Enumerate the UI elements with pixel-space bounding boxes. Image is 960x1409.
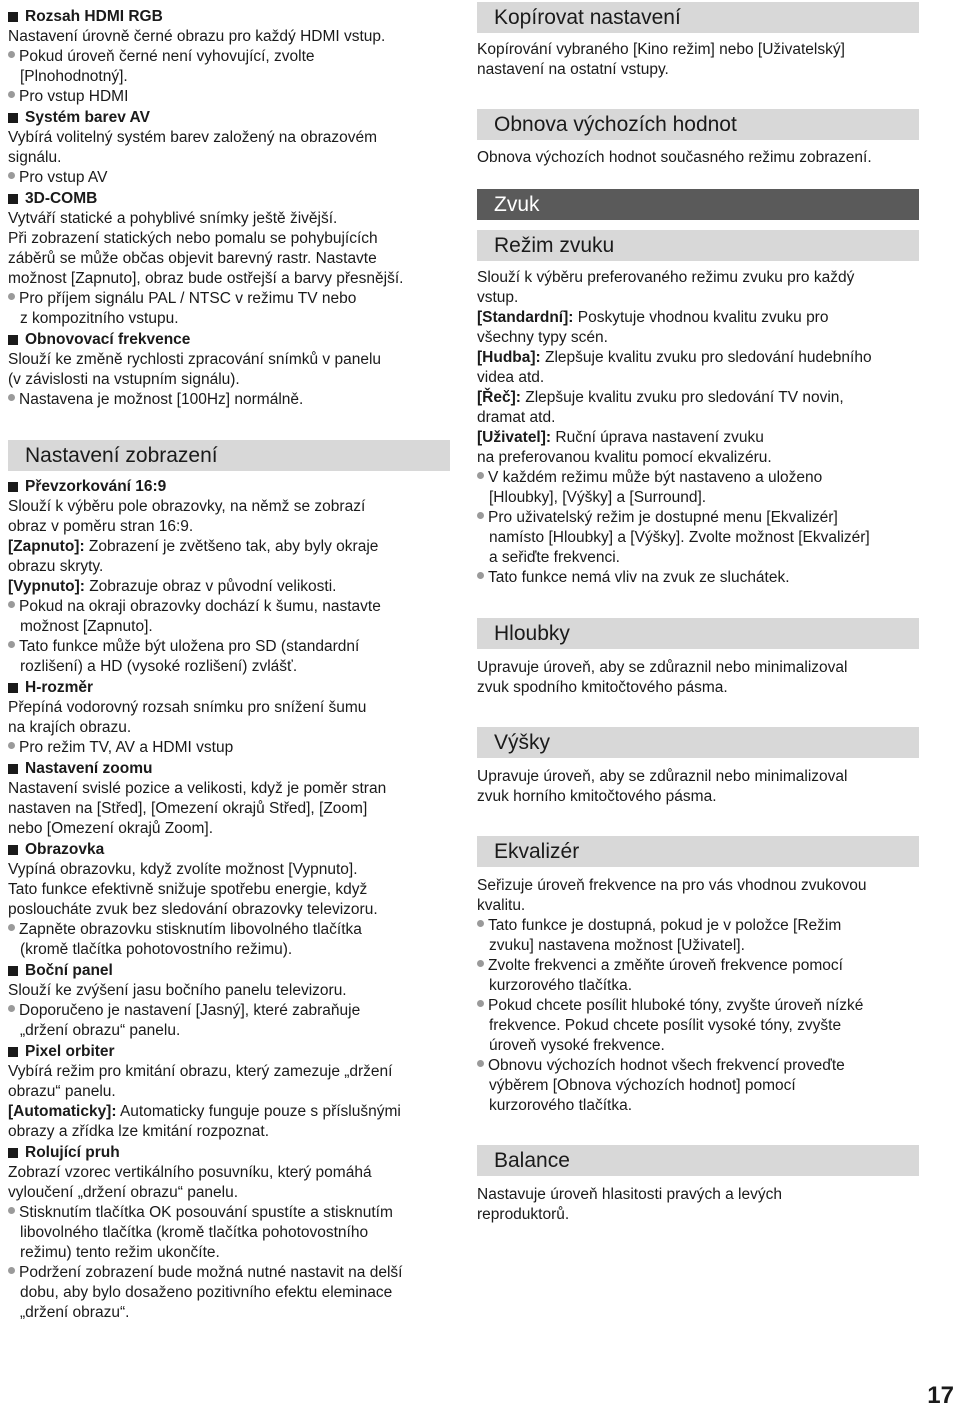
bullet-icon (8, 91, 15, 98)
text-line (8, 1062, 453, 1082)
line-text: Seřizuje úroveň frekvence na pro vás vhodnou zvukovou (477, 877, 867, 894)
line-text: Pro příjem signálu PAL / NTSC v režimu TV nebo (19, 290, 357, 307)
line-text: Pokud úroveň černé není vyhovující, zvolte (19, 48, 315, 65)
line-text: režimu) tento režim ukončíte. (20, 1244, 220, 1261)
spacer (477, 33, 922, 40)
bullet-icon (477, 1060, 484, 1067)
text-line (8, 1283, 453, 1303)
text-line (8, 557, 453, 577)
line-text: kurzorového tlačítka. (489, 1097, 633, 1114)
text-line (477, 1096, 922, 1116)
line-text: a seřiďte frekvenci. (489, 549, 620, 566)
section-heading (8, 1041, 453, 1062)
bullet-icon (8, 293, 15, 300)
line-text: obrazy a zřídka lze kmitání rozpoznat. (8, 1123, 270, 1140)
line-text: libovolného tlačítka (kromě tlačítka pohotovostního (20, 1224, 369, 1241)
bullet-icon (8, 924, 15, 931)
section-heading (8, 677, 453, 698)
bullet-line (477, 916, 922, 936)
text-line: zvuk spodního kmitočtového pásma. (477, 679, 728, 696)
square-bullet-icon (8, 335, 18, 345)
line-text: na preferovanou kvalitu pomocí ekvalizéru. (477, 449, 772, 466)
bullet-line (8, 1263, 453, 1283)
text-line (8, 148, 453, 168)
line-text: Slouží k výběru pole obrazovky, na němž se zobrazí (8, 498, 366, 515)
text-line (477, 308, 922, 328)
line-text: možnost [Zapnuto], obraz bude ostřejší a barvy přesnější. (8, 270, 404, 287)
text-line (8, 517, 453, 537)
square-bullet-icon (8, 1148, 18, 1158)
bullet-line (477, 996, 922, 1016)
text-line (8, 819, 453, 839)
section-heading (8, 476, 453, 497)
line-text: Pro uživatelský režim je dostupné menu [Ekvalizér] (488, 509, 838, 526)
square-bullet-icon (8, 845, 18, 855)
right-column (477, 0, 922, 1225)
line-text: V každém režimu může být nastaveno a uloženo (488, 469, 823, 486)
line-text: úroveň vysoké frekvence. (489, 1037, 665, 1054)
bullet-icon (477, 960, 484, 967)
bullet-line (477, 508, 922, 528)
line-text: kvalitu. (477, 897, 526, 914)
line-text: frekvence. Pokud chcete posílit vysoké tóny, zvyšte (489, 1017, 842, 1034)
line-text: možnost [Zapnuto]. (20, 618, 153, 635)
text-line (477, 936, 922, 956)
section-heading (8, 6, 453, 27)
text-line (8, 577, 453, 597)
text-line (8, 981, 453, 1001)
spacer (477, 140, 922, 148)
line-text: nebo [Omezení okrajů Zoom]. (8, 820, 214, 837)
left-column (8, 0, 453, 1323)
text-line (8, 1303, 453, 1323)
line-text: (kromě tlačítka pohotovostního režimu). (20, 941, 293, 958)
text-line: Upravuje úroveň, aby se zdůraznil nebo minimalizoval (477, 768, 848, 785)
text-line (8, 698, 453, 718)
text-line: zvuk horního kmitočtového pásma. (477, 788, 717, 805)
text-line (8, 880, 453, 900)
bullet-icon (8, 394, 15, 401)
line-text: Slouží k výběru preferovaného režimu zvuku pro každý (477, 269, 855, 286)
bullet-icon (8, 51, 15, 58)
option-keyword: [Zapnuto]: (8, 538, 85, 555)
spacer (8, 410, 453, 440)
bullet-line (8, 289, 453, 309)
section-heading-text: H-rozměr (25, 678, 94, 696)
line-text: Vytváří statické a pohyblivé snímky ještě živější. (8, 210, 338, 227)
line-text: Nastavena je možnost [100Hz] normálně. (19, 391, 304, 408)
text-line (477, 488, 922, 508)
line-text: Při zobrazení statických nebo pomalu se pohybujících (8, 230, 378, 247)
bullet-icon (477, 1000, 484, 1007)
text-line (477, 976, 922, 996)
section-heading (8, 329, 453, 350)
text-line: nastavení na ostatní vstupy. (477, 61, 669, 78)
bullet-line (8, 390, 453, 410)
spacer (477, 649, 922, 658)
bullet-icon (477, 472, 484, 479)
text-line (477, 408, 922, 428)
line-text: Zlepšuje kvalitu zvuku pro sledování hudebního (540, 349, 872, 366)
spacer (477, 261, 922, 268)
text-line: Obnova výchozích hodnot současného režimu zobrazení. (477, 149, 872, 166)
bullet-icon (8, 641, 15, 648)
section-heading-text: Systém barev AV (25, 108, 150, 126)
spacer (477, 807, 922, 836)
bullet-icon (8, 1267, 15, 1274)
copy-settings-bar: Kopírovat nastavení (477, 2, 919, 33)
line-text: Nastavení svislé pozice a velikosti, když je poměr stran (8, 780, 387, 797)
line-text: obraz v poměru stran 16:9. (8, 518, 194, 535)
bullet-line (8, 1203, 453, 1223)
line-text: [Hloubky], [Výšky] a [Surround]. (489, 489, 707, 506)
spacer (477, 698, 922, 727)
bullet-line (8, 87, 453, 107)
line-text: Pro vstup HDMI (19, 88, 129, 105)
spacer (477, 220, 922, 230)
text-line (477, 528, 922, 548)
text-line (8, 537, 453, 557)
line-text: Obnovu výchozích hodnot všech frekvencí proveďte (488, 1057, 845, 1074)
section-heading-text: Pixel orbiter (25, 1042, 115, 1060)
bullet-line (8, 1001, 453, 1021)
line-text: „držení obrazu“ panelu. (20, 1022, 181, 1039)
bullet-icon (8, 172, 15, 179)
option-keyword: [Standardní]: (477, 309, 574, 326)
sound-menu-bar: Zvuk (477, 189, 919, 220)
section-heading (8, 188, 453, 209)
line-text: (v závislosti na vstupním signálu). (8, 371, 240, 388)
reset-defaults-bar: Obnova výchozích hodnot (477, 109, 919, 140)
line-text: Tato funkce může být uložena pro SD (standardní (19, 638, 360, 655)
section-heading-text: 3D-COMB (25, 189, 98, 207)
text-line (8, 1122, 453, 1142)
text-line (8, 1102, 453, 1122)
bullet-icon (8, 1207, 15, 1214)
bullet-line (8, 637, 453, 657)
line-text: dobu, aby bylo dosaženo pozitivního efektu eleminace (20, 1284, 393, 1301)
text-line (8, 27, 453, 47)
section-heading-text: Převzorkování 16:9 (25, 477, 167, 495)
line-text: Slouží ke změně rychlosti zpracování snímků v panelu (8, 351, 382, 368)
text-line (8, 269, 453, 289)
line-text: obrazu skryty. (8, 558, 104, 575)
line-text: z kompozitního vstupu. (20, 310, 179, 327)
square-bullet-icon (8, 1047, 18, 1057)
bullet-icon (8, 601, 15, 608)
text-line (477, 288, 922, 308)
line-text: vstup. (477, 289, 519, 306)
line-text: dramat atd. (477, 409, 556, 426)
line-text: posloucháte zvuk bez sledování obrazovky televizoru. (8, 901, 378, 918)
line-text: Ruční úprava nastavení zvuku (551, 429, 764, 446)
line-text: nastaven na [Střed], [Omezení okrajů Střed], [Zoom] (8, 800, 368, 817)
text-line (477, 448, 922, 468)
line-text: „držení obrazu“. (20, 1304, 130, 1321)
square-bullet-icon (8, 966, 18, 976)
line-text: kurzorového tlačítka. (489, 977, 633, 994)
spacer (477, 1176, 922, 1185)
text-line (8, 779, 453, 799)
text-line (477, 1076, 922, 1096)
treble-bar: Výšky (477, 727, 919, 758)
text-line (477, 896, 922, 916)
text-line (8, 209, 453, 229)
balance-bar: Balance (477, 1145, 919, 1176)
line-text: obrazu“ panelu. (8, 1083, 116, 1100)
text-line (477, 328, 922, 348)
text-line: Nastavuje úroveň hlasitosti pravých a levých (477, 1186, 782, 1203)
line-text: všechny typy scén. (477, 329, 608, 346)
text-line (8, 249, 453, 269)
bullet-line (8, 168, 453, 188)
text-line (8, 309, 453, 329)
section-heading (8, 758, 453, 779)
text-line (477, 428, 922, 448)
text-line (8, 718, 453, 738)
line-text: Zlepšuje kvalitu zvuku pro sledování TV novin, (520, 389, 844, 406)
spacer (477, 168, 922, 189)
bullet-line (8, 920, 453, 940)
bass-bar: Hloubky (477, 618, 919, 649)
line-text: videa atd. (477, 369, 545, 386)
bullet-line (477, 568, 922, 588)
bullet-line (477, 468, 922, 488)
section-heading-text: Rolující pruh (25, 1143, 120, 1161)
text-line (477, 876, 922, 896)
square-bullet-icon (8, 194, 18, 204)
bullet-icon (477, 572, 484, 579)
option-keyword: [Řeč]: (477, 389, 521, 406)
section-heading-text: Nastavení zoomu (25, 759, 153, 777)
text-line (8, 1223, 453, 1243)
line-text: Automaticky funguje pouze s příslušnými (116, 1103, 401, 1120)
text-line (477, 368, 922, 388)
section-heading (8, 960, 453, 981)
square-bullet-icon (8, 764, 18, 774)
bullet-line (8, 738, 453, 758)
line-text: Zvolte frekvenci a změňte úroveň frekvence pomocí (488, 957, 843, 974)
line-text: Pro vstup AV (19, 169, 108, 186)
text-line (8, 497, 453, 517)
text-line (8, 1082, 453, 1102)
line-text: Stisknutím tlačítka OK posouvání spustíte a stisknutím (19, 1204, 393, 1221)
line-text: Vybírá režim pro kmitání obrazu, který zamezuje „držení (8, 1063, 393, 1080)
line-text: namísto [Hloubky] a [Výšky]. Zvolte možnost [Ekvalizér] (489, 529, 870, 546)
line-text: [Plnohodnotný]. (20, 68, 128, 85)
option-keyword: [Hudba]: (477, 349, 541, 366)
text-line (477, 548, 922, 568)
spacer (477, 80, 922, 109)
line-text: Zapněte obrazovku stisknutím libovolného tlačítka (19, 921, 362, 938)
bullet-icon (8, 742, 15, 749)
sound-mode-bar: Režim zvuku (477, 230, 919, 261)
text-line (8, 940, 453, 960)
square-bullet-icon (8, 482, 18, 492)
square-bullet-icon (8, 12, 18, 22)
line-text: zvuku] nastavena možnost [Uživatel]. (489, 937, 745, 954)
line-text: Vybírá volitelný systém barev založený na obrazovém (8, 129, 378, 146)
text-line (477, 1036, 922, 1056)
spacer (477, 1116, 922, 1145)
line-text: Zobrazuje obraz v původní velikosti. (84, 578, 337, 595)
option-keyword: [Uživatel]: (477, 429, 552, 446)
text-line (8, 67, 453, 87)
square-bullet-icon (8, 113, 18, 123)
text-line (8, 1021, 453, 1041)
option-keyword: [Vypnuto]: (8, 578, 85, 595)
text-line: reproduktorů. (477, 1206, 570, 1223)
spacer (477, 588, 922, 618)
text-line (8, 1243, 453, 1263)
text-line (8, 1163, 453, 1183)
text-line (477, 268, 922, 288)
line-text: rozlišení) a HD (vysoké rozlišení) zvlášť. (20, 658, 298, 675)
line-text: záběrů se může občas objevit barevný rastr. Nastavte (8, 250, 377, 267)
line-text: Tato funkce nemá vliv na zvuk ze sluchátek. (488, 569, 790, 586)
section-heading-text: Obrazovka (25, 840, 105, 858)
line-text: Zobrazí vzorec vertikálního posuvníku, který pomáhá (8, 1164, 372, 1181)
spacer (477, 867, 922, 876)
square-bullet-icon (8, 683, 18, 693)
display-settings-bar: Nastavení zobrazení (8, 440, 450, 471)
text-line (477, 348, 922, 368)
line-text: výběrem [Obnova výchozích hodnot] pomocí (489, 1077, 796, 1094)
option-keyword: [Automaticky]: (8, 1103, 117, 1120)
line-text: Vypíná obrazovku, když zvolíte možnost [Vypnuto]. (8, 861, 358, 878)
bullet-icon (8, 1005, 15, 1012)
section-heading (8, 1142, 453, 1163)
text-line (8, 370, 453, 390)
section-heading-text: Obnovovací frekvence (25, 330, 191, 348)
text-line (477, 388, 922, 408)
bullet-line (477, 1056, 922, 1076)
line-text: Přepíná vodorovný rozsah snímku pro snížení šumu (8, 699, 367, 716)
line-text: Nastavení úrovně černé obrazu pro každý HDMI vstup. (8, 28, 386, 45)
line-text: Podržení zobrazení bude možná nutné nastavit na delší (19, 1264, 403, 1281)
line-text: Pokud chcete posílit hluboké tóny, zvyšte úroveň nízké (488, 997, 864, 1014)
line-text: Pro režim TV, AV a HDMI vstup (19, 739, 234, 756)
section-heading (8, 107, 453, 128)
text-line (8, 128, 453, 148)
text-line (8, 860, 453, 880)
text-line (8, 799, 453, 819)
bullet-line (8, 47, 453, 67)
bullet-line (477, 956, 922, 976)
bullet-line (8, 597, 453, 617)
bullet-icon (477, 920, 484, 927)
text-line (8, 657, 453, 677)
text-line (8, 350, 453, 370)
section-heading-text: Rozsah HDMI RGB (25, 7, 163, 25)
line-text: na krajích obrazu. (8, 719, 132, 736)
line-text: Poskytuje vhodnou kvalitu zvuku pro (573, 309, 829, 326)
line-text: Tato funkce je dostupná, pokud je v položce [Režim (488, 917, 842, 934)
line-text: signálu. (8, 149, 62, 166)
line-text: Pokud na okraji obrazovky dochází k šumu, nastavte (19, 598, 381, 615)
line-text: vyloučení „držení obrazu“ panelu. (8, 1184, 239, 1201)
text-line (477, 1016, 922, 1036)
line-text: Doporučeno je nastavení [Jasný], které zabraňuje (19, 1002, 361, 1019)
text-line (8, 617, 453, 637)
text-line: Upravuje úroveň, aby se zdůraznil nebo minimalizoval (477, 659, 848, 676)
spacer (477, 758, 922, 767)
equalizer-bar: Ekvalizér (477, 836, 919, 867)
section-heading-text: Boční panel (25, 961, 113, 979)
text-line (8, 229, 453, 249)
bullet-icon (477, 512, 484, 519)
section-heading (8, 839, 453, 860)
line-text: Zobrazení je zvětšeno tak, aby byly okraje (84, 538, 379, 555)
text-line (8, 900, 453, 920)
line-text: Tato funkce efektivně snižuje spotřebu energie, když (8, 881, 368, 898)
text-line: Kopírování vybraného [Kino režim] nebo [Uživatelský] (477, 41, 845, 58)
text-line (8, 1183, 453, 1203)
line-text: Slouží ke zvýšení jasu bočního panelu televizoru. (8, 982, 347, 999)
page-number: 17 (927, 1382, 954, 1409)
